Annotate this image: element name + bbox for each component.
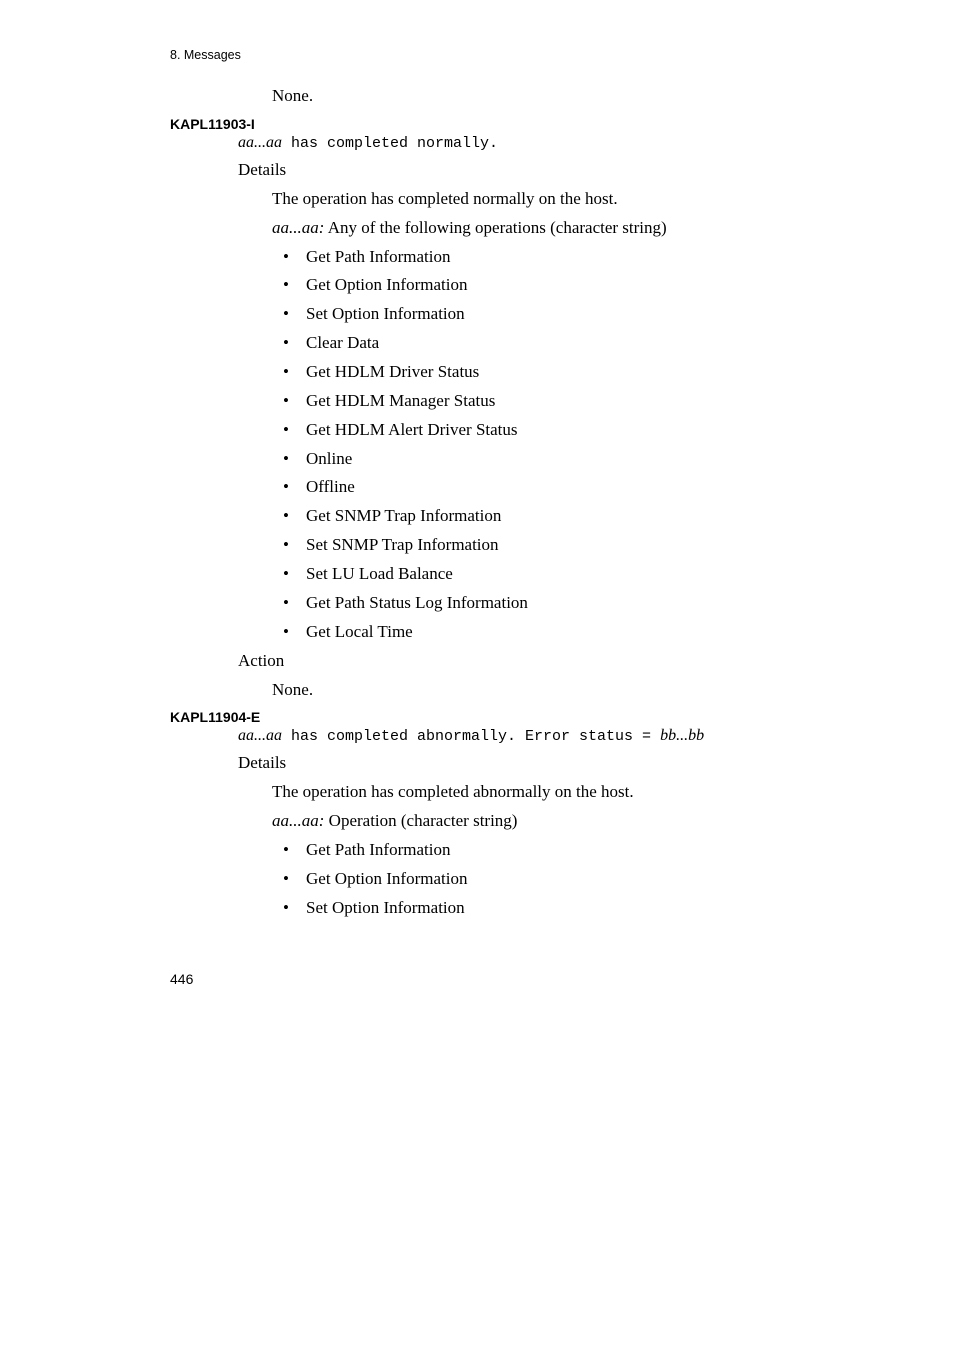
list-item: Get Path Information (306, 247, 451, 266)
list-item: Online (306, 449, 353, 468)
running-head: 8. Messages (170, 48, 241, 62)
message-text-body: has completed abnormally. Error status = (282, 728, 661, 745)
action-text: None. (272, 680, 314, 699)
bullet-icon: • (283, 898, 289, 917)
message-text (238, 134, 498, 152)
bullet-icon: • (283, 304, 289, 323)
list-item: Clear Data (306, 333, 380, 352)
list-item: Offline (306, 477, 355, 496)
bullet-icon: • (283, 275, 289, 294)
page-number: 446 (170, 971, 194, 987)
message-id: KAPL11904-E (170, 709, 261, 725)
message-text-body: has completed normally. (282, 135, 499, 152)
list-item: Set LU Load Balance (306, 564, 453, 583)
variable-label: aa...aa: (272, 811, 325, 830)
list-item: Get Path Information (306, 840, 451, 859)
list-item: Set Option Information (306, 304, 465, 323)
bullet-icon: • (283, 477, 289, 496)
message-text (238, 727, 704, 745)
bullet-icon: • (283, 840, 289, 859)
variable-desc-text: Operation (character string) (324, 811, 518, 830)
list-item: Get Option Information (306, 869, 468, 888)
bullet-icon: • (283, 391, 289, 410)
message-variable: bb...bb (660, 727, 705, 744)
bullet-icon: • (283, 564, 289, 583)
message-id: KAPL11903-I (170, 116, 255, 132)
list-item: Set SNMP Trap Information (306, 535, 499, 554)
action-heading: Action (238, 651, 285, 670)
details-heading: Details (238, 753, 287, 772)
list-item: Set Option Information (306, 898, 465, 917)
list-item: Get HDLM Driver Status (306, 362, 480, 381)
bullet-icon: • (283, 593, 289, 612)
bullet-icon: • (283, 362, 289, 381)
bullet-icon: • (283, 622, 289, 641)
bullet-icon: • (283, 449, 289, 468)
bullet-icon: • (283, 333, 289, 352)
list-item: Get HDLM Manager Status (306, 391, 496, 410)
list-item: Get Option Information (306, 275, 468, 294)
bullet-icon: • (283, 420, 289, 439)
previous-action-text: None. (272, 86, 314, 105)
details-text: The operation has completed normally on the host. (272, 189, 618, 208)
message-variable: aa...aa (238, 134, 282, 151)
bullet-icon: • (283, 247, 289, 266)
variable-label: aa...aa: (272, 218, 325, 237)
list-item: Get SNMP Trap Information (306, 506, 502, 525)
variable-desc-text: Any of the following operations (character string) (324, 218, 667, 237)
list-item: Get Path Status Log Information (306, 593, 528, 612)
details-heading: Details (238, 160, 287, 179)
list-item: Get HDLM Alert Driver Status (306, 420, 518, 439)
bullet-icon: • (283, 506, 289, 525)
bullet-icon: • (283, 535, 289, 554)
list-item: Get Local Time (306, 622, 413, 641)
variable-description (272, 811, 517, 831)
bullet-icon: • (283, 869, 289, 888)
message-variable: aa...aa (238, 727, 282, 744)
variable-description (272, 218, 667, 238)
details-text: The operation has completed abnormally on the host. (272, 782, 634, 801)
